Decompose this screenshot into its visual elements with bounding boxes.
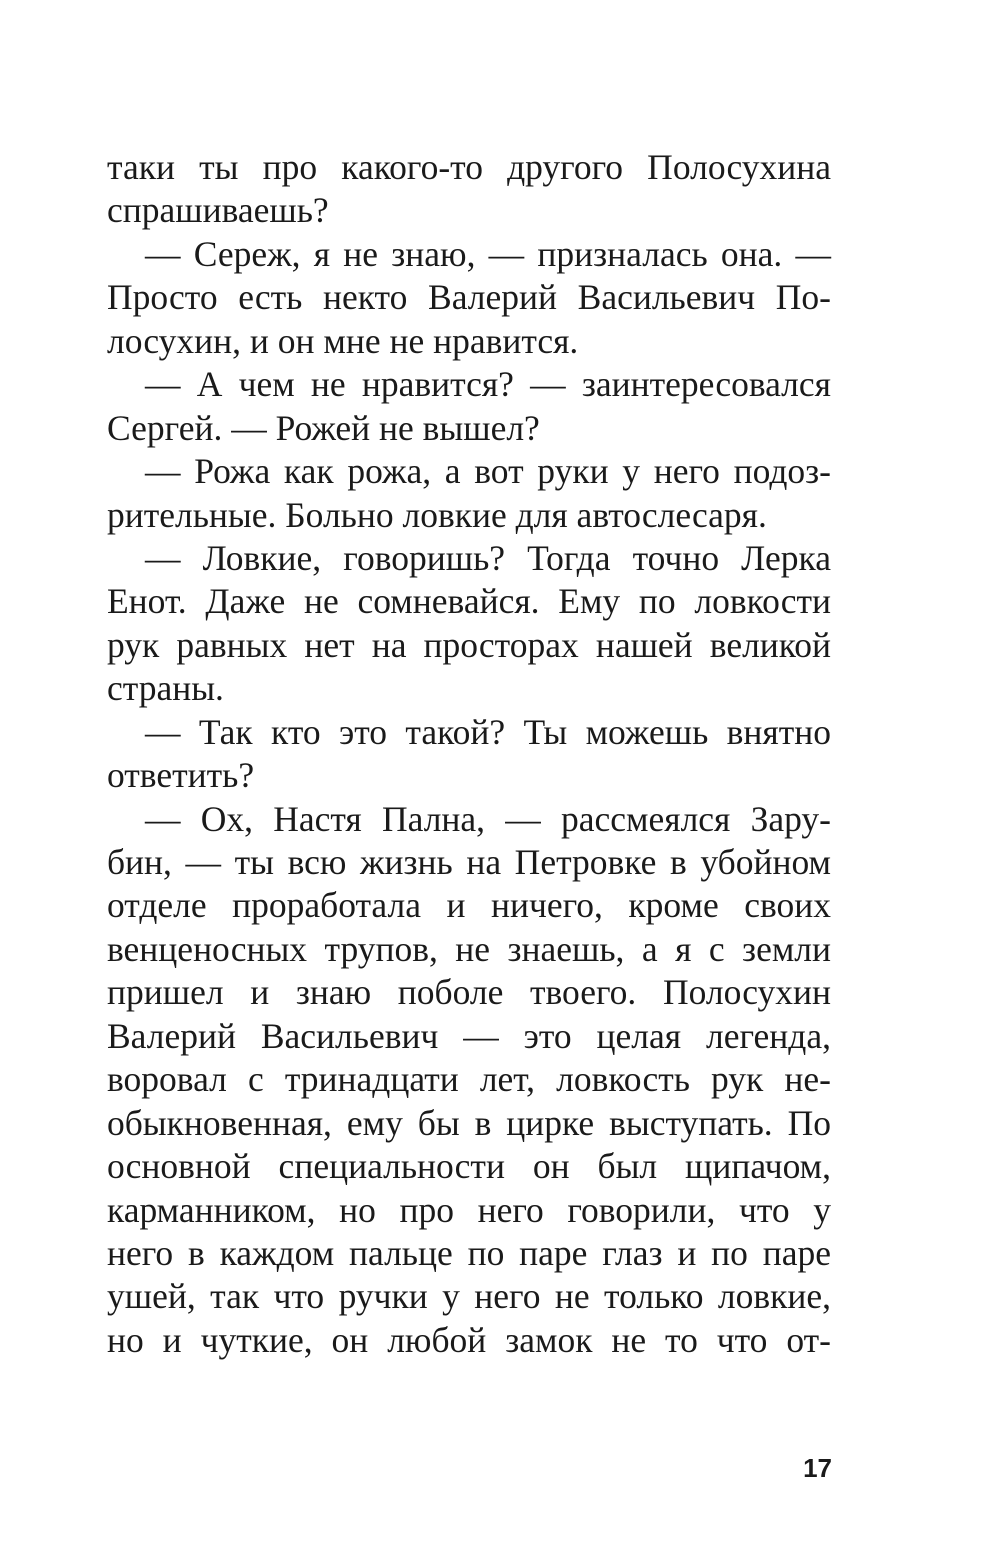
text-line: основной специальности он был щипачом, (107, 1146, 831, 1187)
text-line: — Ох, Настя Пална, — рассмеялся Зару- (145, 798, 831, 839)
page-number: 17 (803, 1453, 832, 1483)
body-text (107, 146, 831, 1362)
text-line: него в каждом пальце по паре глаз и по паре (107, 1232, 831, 1273)
text-line: ответить? (107, 755, 255, 796)
text-line: — А чем не нравится? — заинтересовался (145, 364, 831, 405)
text-line: спрашиваешь? (107, 190, 329, 231)
text-line: — Ловкие, говоришь? Тогда точно Лерка (145, 537, 831, 578)
text-line: Просто есть некто Валерий Васильевич По- (107, 277, 831, 318)
text-line: но и чуткие, он любой замок не то что от- (107, 1319, 831, 1360)
text-line: Енот. Даже не сомневайся. Ему по ловкости (107, 581, 831, 622)
text-line: лосухин, и он мне не нравится. (107, 320, 579, 361)
text-line: таки ты про какого-то другого Полосухина (107, 147, 831, 187)
text-line: рительные. Больно ловкие для автослесаря. (107, 494, 767, 535)
text-line: рук равных нет на просторах нашей великой (107, 624, 831, 665)
text-line: отделе проработала и ничего, кроме своих (107, 885, 831, 926)
text-line: Валерий Васильевич — это целая легенда, (107, 1015, 831, 1056)
text-line: обыкновенная, ему бы в цирке выступать. По (107, 1102, 831, 1143)
text-line: — Рожа как рожа, а вот руки у него подоз- (145, 451, 831, 492)
text-line: пришел и знаю поболе твоего. Полосухин (107, 972, 831, 1013)
text-line: карманником, но про него говорили, что у (107, 1189, 831, 1230)
text-line: — Так кто это такой? Ты можешь внятно (145, 711, 831, 752)
text-line: ушей, так что ручки у него не только ловкие, (107, 1276, 831, 1317)
text-line: воровал с тринадцати лет, ловкость рук не- (107, 1059, 831, 1100)
text-line: Сергей. — Рожей не вышел? (107, 407, 540, 448)
text-line: бин, — ты всю жизнь на Петровке в убойном (107, 842, 831, 882)
text-line: — Сереж, я не знаю, — призналась она. — (145, 233, 831, 274)
text-line: венценосных трупов, не знаешь, а я с земли (107, 928, 831, 969)
text-line: страны. (107, 668, 224, 709)
